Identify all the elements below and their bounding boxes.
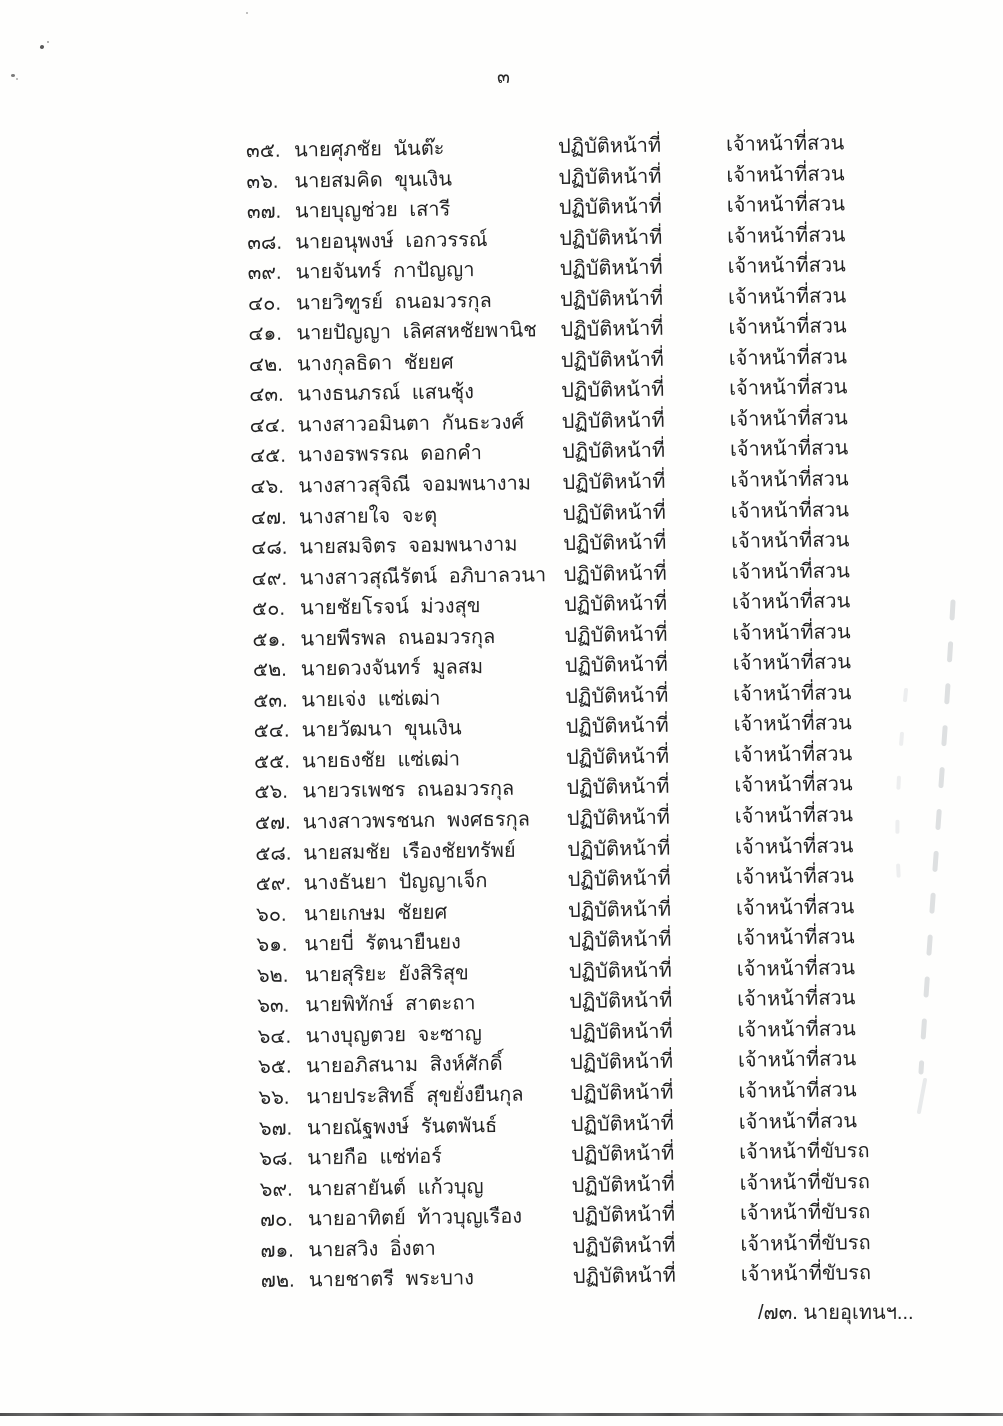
- row-duty: ปฏิบัติหน้าที่: [558, 165, 662, 189]
- row-number: ๗๑.: [260, 1239, 294, 1262]
- row-role: เจ้าหน้าที่สวน: [727, 285, 847, 309]
- row-duty: ปฏิบัติหน้าที่: [569, 1051, 674, 1075]
- speckle-artifact: [47, 41, 49, 43]
- row-duty: ปฏิบัติหน้าที่: [558, 195, 663, 220]
- row-number: ๕๕.: [253, 750, 291, 774]
- person-name: นายจันทร์ กาปัญญา: [295, 259, 475, 284]
- row-role: เจ้าหน้าที่ขับรถ: [739, 1140, 870, 1164]
- speckle-artifact: [246, 12, 248, 14]
- row-duty: ปฏิบัติหน้าที่: [565, 684, 669, 708]
- row-duty: ปฏิบัติหน้าที่: [559, 287, 664, 311]
- person-name: นายสมชัย เรืองชัยทรัพย์: [303, 839, 516, 865]
- page-number: ๓: [497, 67, 510, 88]
- row-name: [260, 1232, 572, 1267]
- row-name: [258, 1048, 570, 1083]
- row-role: เจ้าหน้าที่สวน: [737, 1048, 857, 1073]
- person-name: นางสาวสุณีรัตน์ อภิบาลวนา: [299, 563, 547, 590]
- person-name: นายดวงจันทร์ มูลสม: [300, 656, 484, 681]
- row-name: [246, 132, 558, 167]
- row-number: ๖๑.: [256, 933, 288, 957]
- person-name: นางสาวอมินตา กันธะวงศ์: [297, 411, 525, 437]
- row-duty: ปฏิบัติหน้าที่: [563, 592, 668, 617]
- row-role: เจ้าหน้าที่สวน: [729, 376, 848, 401]
- row-name: [246, 163, 558, 198]
- row-name: [257, 1018, 569, 1053]
- row-duty: ปฏิบัติหน้าที่: [565, 715, 669, 739]
- row-name: [253, 682, 565, 717]
- person-name: นายสวิง อิ่งตา: [308, 1237, 436, 1262]
- row-role: เจ้าหน้าที่สวน: [726, 162, 845, 187]
- row-duty: ปฏิบัติหน้าที่: [567, 898, 672, 922]
- row-duty: ปฏิบัติหน้าที่: [567, 867, 671, 892]
- row-duty: ปฏิบัติหน้าที่: [559, 256, 663, 281]
- row-role: เจ้าหน้าที่สวน: [738, 1079, 857, 1103]
- row-duty: ปฏิบัติหน้าที่: [561, 440, 666, 464]
- row-role: เจ้าหน้าที่สวน: [727, 223, 846, 248]
- row-number: ๔๓.: [249, 384, 284, 407]
- person-name: นางสายใจ จะตุ: [298, 504, 438, 529]
- row-number: ๔๖.: [250, 475, 284, 499]
- person-name: นายสุริยะ ยังสิริสุข: [304, 962, 469, 987]
- row-name: [247, 224, 559, 259]
- row-duty: ปฏิบัติหน้าที่: [562, 470, 666, 495]
- row-number: ๓๙.: [247, 261, 282, 285]
- row-duty: ปฏิบัติหน้าที่: [563, 531, 667, 556]
- speckle-artifact: [39, 44, 44, 49]
- row-name: [252, 621, 564, 656]
- person-name: นายเกษม ชัยยศ: [303, 901, 448, 926]
- row-number: ๔๑.: [248, 322, 282, 346]
- row-name: [249, 407, 561, 442]
- person-name: นายวิฑูรย์ ถนอมวรกุล: [295, 289, 492, 315]
- row-name: [259, 1109, 571, 1144]
- row-name: [249, 346, 561, 381]
- person-name: นางบุญตวย จะซาญ: [305, 1022, 483, 1048]
- row-role: เจ้าหน้าที่สวน: [731, 590, 851, 615]
- row-role: เจ้าหน้าที่สวน: [733, 743, 853, 767]
- row-duty: ปฏิบัติหน้าที่: [571, 1203, 676, 1228]
- row-duty: ปฏิบัติหน้าที่: [571, 1173, 675, 1197]
- person-name: นางสาวพรชนก พงศธรกุล: [302, 808, 531, 834]
- person-name: นายกือ แซ่ท่อร์: [307, 1145, 443, 1170]
- row-name: [256, 896, 568, 931]
- row-role: เจ้าหน้าที่สวน: [737, 987, 856, 1012]
- row-number: ๓๕.: [245, 139, 281, 163]
- row-name: [259, 1171, 571, 1206]
- row-name: [253, 712, 565, 747]
- row-role: เจ้าหน้าที่สวน: [733, 712, 852, 737]
- continuation-note: /๗๓. นายอุเทนฯ...: [758, 1302, 914, 1324]
- row-number: ๕๐.: [251, 597, 286, 621]
- row-duty: ปฏิบัติหน้าที่: [560, 317, 664, 342]
- row-number: ๔๕.: [249, 445, 287, 468]
- row-number: ๕๖.: [254, 781, 288, 804]
- row-name: [257, 957, 569, 992]
- row-name: [251, 499, 563, 534]
- row-number: ๖๔.: [257, 1025, 292, 1048]
- person-name: นางธันยา ปัญญาเจ็ก: [303, 870, 488, 895]
- row-duty: ปฏิบัติหน้าที่: [561, 409, 665, 433]
- row-duty: ปฏิบัติหน้าที่: [566, 806, 671, 831]
- row-number: ๗๒.: [260, 1269, 295, 1293]
- row-number: ๓๖.: [246, 170, 279, 193]
- person-name: นายชัยโรจน์ ม่วงสุข: [299, 595, 481, 620]
- row-duty: ปฏิบัติหน้าที่: [569, 989, 673, 1014]
- person-name: นายวัฒนา ขุนเงิน: [301, 717, 462, 742]
- person-name: นายอนุพงษ์ เอกวรรณ์: [295, 228, 488, 254]
- row-role: เจ้าหน้าที่สวน: [725, 132, 845, 156]
- person-name: นายประสิทธิ์ สุขยั่งยืนกุล: [306, 1083, 524, 1109]
- row-number: ๔๐.: [247, 292, 282, 315]
- row-name: [259, 1140, 571, 1175]
- row-duty: ปฏิบัติหน้าที่: [567, 837, 671, 861]
- person-name: นายชาตรี พระบาง: [308, 1267, 475, 1292]
- row-role: เจ้าหน้าที่สวน: [733, 682, 852, 706]
- row-number: ๓๗.: [246, 200, 282, 224]
- row-name: [255, 835, 567, 870]
- row-role: เจ้าหน้าที่สวน: [726, 193, 846, 217]
- row-duty: ปฏิบัติหน้าที่: [560, 348, 665, 372]
- bottom-scan-edge: [0, 1413, 1003, 1416]
- row-role: เจ้าหน้าที่สวน: [728, 346, 848, 370]
- row-name: [253, 651, 565, 686]
- row-role: เจ้าหน้าที่สวน: [731, 529, 850, 553]
- row-number: ๖๗.: [258, 1117, 293, 1140]
- person-name: นายสมคิด ขุนเงิน: [294, 167, 453, 193]
- row-duty: ปฏิบัติหน้าที่: [565, 745, 670, 769]
- row-name: [258, 1079, 570, 1114]
- row-role: เจ้าหน้าที่สวน: [735, 865, 854, 889]
- row-name: [255, 865, 567, 900]
- row-number: ๕๒.: [252, 658, 287, 682]
- row-number: ๕๔.: [253, 720, 290, 743]
- person-name: นางธนภรณ์ แสนชุ้ง: [297, 381, 475, 406]
- row-name: [251, 560, 563, 595]
- row-name: [248, 315, 560, 350]
- person-name: นายบุญช่วย เสารี: [294, 198, 451, 223]
- row-name: [257, 987, 569, 1022]
- row-duty: ปฏิบัติหน้าที่: [568, 959, 673, 983]
- row-name: [260, 1201, 572, 1236]
- row-name: [261, 1262, 573, 1297]
- row-duty: ปฏิบัติหน้าที่: [559, 226, 663, 250]
- row-number: ๕๓.: [253, 689, 288, 712]
- person-name: นายธงชัย แซ่เฒ่า: [301, 748, 461, 773]
- row-role: เจ้าหน้าที่สวน: [736, 956, 856, 981]
- row-name: [256, 926, 568, 961]
- row-role: เจ้าหน้าที่สวน: [735, 834, 854, 859]
- row-name: [247, 193, 559, 228]
- row-role: เจ้าหน้าที่สวน: [729, 407, 848, 431]
- row-duty: ปฏิบัติหน้าที่: [557, 134, 662, 159]
- row-role: เจ้าหน้าที่ขับรถ: [739, 1201, 871, 1225]
- row-role: เจ้าหน้าที่ขับรถ: [740, 1262, 872, 1286]
- row-duty: ปฏิบัติหน้าที่: [561, 379, 665, 403]
- row-role: เจ้าหน้าที่สวน: [727, 254, 846, 279]
- person-name: นายเจ่ง แซ่เฒ่า: [301, 687, 441, 712]
- row-name: [252, 590, 564, 625]
- row-role: เจ้าหน้าที่สวน: [735, 895, 855, 920]
- row-number: ๓๘.: [247, 231, 283, 254]
- person-name: นายศุภชัย นันต๊ะ: [293, 137, 445, 162]
- row-role: เจ้าหน้าที่สวน: [732, 651, 852, 676]
- row-duty: ปฏิบัติหน้าที่: [572, 1234, 676, 1258]
- row-number: ๔๒.: [248, 353, 283, 376]
- row-number: ๔๔.: [249, 414, 286, 438]
- row-role: เจ้าหน้าที่สวน: [738, 1109, 858, 1134]
- row-role: เจ้าหน้าที่สวน: [730, 468, 849, 492]
- row-role: เจ้าหน้าที่สวน: [731, 559, 850, 584]
- person-name: นายปัญญา เลิศสหชัยพานิช: [296, 319, 537, 345]
- row-duty: ปฏิบัติหน้าที่: [572, 1264, 677, 1289]
- row-number: ๕๑.: [252, 628, 286, 651]
- row-name: [250, 437, 562, 472]
- row-role: เจ้าหน้าที่สวน: [728, 315, 847, 340]
- person-name: นายอภิสนาม สิงห์ศักดิ์: [305, 1053, 503, 1078]
- row-duty: ปฏิบัติหน้าที่: [562, 501, 667, 525]
- person-name: นายสายันต์ แก้วบุญ: [307, 1175, 484, 1201]
- row-number: ๖๕.: [257, 1056, 292, 1079]
- speckle-artifact: [11, 74, 15, 77]
- person-name: นางสาวสุจิณี จอมพนางาม: [298, 472, 532, 498]
- person-name: นายบี่ รัตนายืนยง: [304, 931, 461, 956]
- row-name: [247, 254, 559, 289]
- row-number: ๖๙.: [259, 1178, 293, 1201]
- person-name: นายวรเพชร ถนอมวรกุล: [302, 778, 515, 803]
- person-name: นายพีรพล ถนอมวรกุล: [300, 625, 496, 651]
- row-number: ๖๘.: [259, 1147, 294, 1171]
- row-duty: ปฏิบัติหน้าที่: [569, 1020, 673, 1044]
- row-name: [254, 773, 566, 808]
- row-role: เจ้าหน้าที่สวน: [737, 1018, 856, 1042]
- person-name: นายพิทักษ์ สาตะถา: [305, 992, 476, 1017]
- row-duty: ปฏิบัติหน้าที่: [563, 562, 667, 586]
- row-name: [249, 376, 561, 411]
- row-role: เจ้าหน้าที่สวน: [734, 804, 854, 828]
- row-duty: ปฏิบัติหน้าที่: [564, 623, 668, 647]
- row-name: [255, 804, 567, 839]
- row-name: [250, 468, 562, 503]
- row-number: ๕๘.: [255, 842, 292, 865]
- row-name: [248, 285, 560, 320]
- row-number: ๔๗.: [250, 506, 287, 529]
- row-role: เจ้าหน้าที่สวน: [736, 926, 855, 950]
- row-number: ๕๙.: [255, 872, 292, 896]
- row-number: ๖๖.: [258, 1086, 290, 1110]
- person-name: นายอาทิตย์ ท้าวบุญเรือง: [307, 1205, 523, 1231]
- row-role: เจ้าหน้าที่สวน: [732, 621, 851, 645]
- person-name: นางอรพรรณ ดอกคำ: [297, 442, 483, 467]
- row-duty: ปฏิบัติหน้าที่: [564, 653, 669, 678]
- row-duty: ปฏิบัติหน้าที่: [570, 1081, 674, 1105]
- row-role: เจ้าหน้าที่ขับรถ: [740, 1231, 871, 1256]
- person-name: นางกุลธิดา ชัยยศ: [296, 351, 454, 376]
- row-role: เจ้าหน้าที่สวน: [734, 773, 853, 798]
- row-number: ๗๐.: [259, 1208, 294, 1232]
- row-name: [254, 743, 566, 778]
- row-role: เจ้าหน้าที่ขับรถ: [739, 1170, 871, 1195]
- row-number: ๖๐.: [255, 903, 287, 926]
- row-duty: ปฏิบัติหน้าที่: [570, 1112, 675, 1136]
- row-role: เจ้าหน้าที่สวน: [730, 498, 850, 523]
- speckle-artifact: [16, 78, 18, 80]
- person-name: นายณัฐพงษ์ รันตพันธ์: [306, 1114, 498, 1139]
- row-duty: ปฏิบัติหน้าที่: [571, 1142, 675, 1167]
- row-duty: ปฏิบัติหน้าที่: [566, 776, 670, 800]
- row-number: ๔๘.: [251, 536, 288, 560]
- roster-list: [246, 127, 921, 1296]
- row-role: เจ้าหน้าที่สวน: [729, 437, 849, 462]
- row-name: [251, 529, 563, 564]
- row-number: ๖๒.: [256, 964, 289, 987]
- row-number: ๕๗.: [254, 811, 291, 835]
- row-number: ๖๓.: [257, 994, 290, 1018]
- person-name: นายสมจิตร จอมพนางาม: [299, 533, 518, 559]
- row-duty: ปฏิบัติหน้าที่: [568, 928, 672, 953]
- row-number: ๔๙.: [251, 567, 288, 590]
